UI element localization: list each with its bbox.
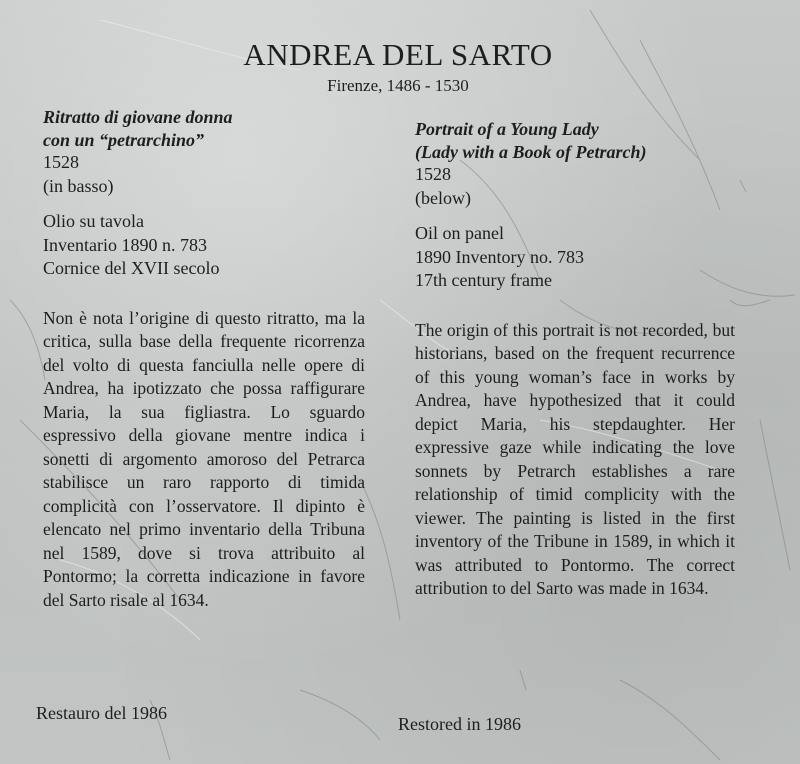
italian-medium: Olio su tavola bbox=[43, 211, 144, 231]
english-position: (below) bbox=[415, 187, 471, 208]
english-restoration: Restored in 1986 bbox=[398, 714, 521, 734]
english-title bbox=[415, 118, 735, 163]
italian-year: 1528 bbox=[43, 152, 79, 172]
artist-place-dates: Firenze, 1486 - 1530 bbox=[327, 76, 469, 95]
italian-description: Non è nota l’origine di questo ritratto, ma la critica, sulla base della frequente ricorrenza del volto di questa fanciulla nelle opere di Andrea, ha ipotizzato che possa raffigurare Maria, la sua figliastra. Lo sguardo espressivo della giovane mentre indica i sonetti di argomento amoroso del Petrarca stabilisce un raro rapporto di timida complicità con l’osservatore. Il dipinto è elencato nel primo inventario della Tribuna nel 1589, dove si trova attribuito al Pontormo; la corretta indicazione in favore del Sarto risale al 1634. bbox=[43, 307, 365, 610]
english-column bbox=[415, 118, 735, 601]
english-inventory: 1890 Inventory no. 783 bbox=[415, 246, 584, 267]
english-year: 1528 bbox=[415, 164, 451, 184]
artist-name: ANDREA DEL SARTO bbox=[243, 37, 553, 72]
italian-frame: Cornice del XVII secolo bbox=[43, 258, 220, 278]
italian-position: (in basso) bbox=[43, 175, 114, 196]
english-title-line: Portrait of a Young Lady bbox=[415, 119, 599, 139]
english-frame: 17th century frame bbox=[415, 270, 552, 290]
english-medium: Oil on panel bbox=[415, 223, 504, 243]
italian-column bbox=[43, 106, 365, 612]
label-header bbox=[0, 36, 800, 98]
italian-restoration: Restauro del 1986 bbox=[36, 703, 167, 723]
italian-title-line: con un “petrarchino” bbox=[43, 129, 205, 150]
italian-title-line: Ritratto di giovane donna bbox=[43, 107, 233, 127]
italian-inventory: Inventario 1890 n. 783 bbox=[43, 234, 207, 255]
english-title-line: (Lady with a Book of Petrarch) bbox=[415, 141, 647, 162]
italian-title bbox=[43, 106, 365, 151]
english-description: The origin of this portrait is not recorded, but historians, based on the frequent recurrence of this young woman’s face in works by Andrea, have hypothesized that it could depict Maria, his stepdaughter. Her expressive gaze while indicating the love sonnets by Petrarch establishes a rare relationship of timid complicity with the viewer. The painting is listed in the first inventory of the Tribune in 1589, in which it was attributed to Pontormo. The correct attribution to del Sarto was made in 1634. bbox=[415, 319, 735, 598]
